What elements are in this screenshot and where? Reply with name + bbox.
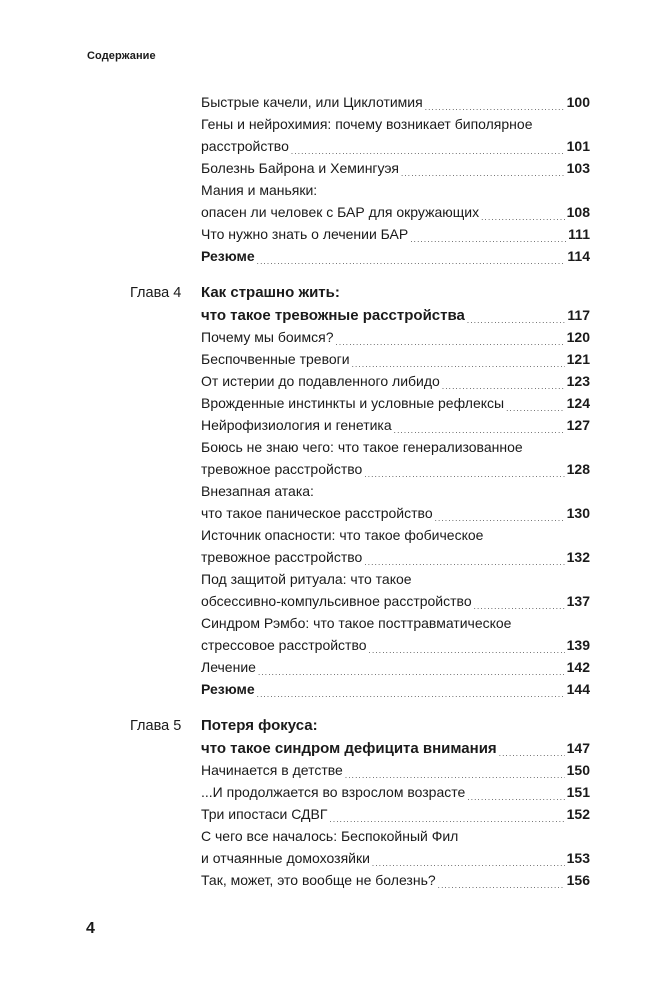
- toc-entry-text: Резюме: [201, 681, 255, 697]
- toc-page-number: 139: [566, 637, 590, 653]
- toc-entry-text: Под защитой ритуала: что такое: [201, 571, 412, 587]
- toc-page-number: 100: [566, 94, 590, 110]
- toc-entry: [201, 436, 590, 458]
- toc-page-number: 117: [567, 307, 590, 323]
- toc-entry-text: Лечение: [201, 659, 256, 675]
- toc-page-number: 128: [566, 461, 590, 477]
- dot-leader: [364, 468, 564, 480]
- toc-entry-text: Что нужно знать о лечении БАР: [201, 226, 409, 242]
- dot-leader: [506, 402, 565, 414]
- dot-leader: [372, 857, 565, 869]
- toc-entry: [201, 825, 590, 847]
- toc-entry: [201, 524, 590, 546]
- dot-leader: [394, 424, 565, 436]
- toc-entry: [201, 480, 590, 502]
- toc-entry-text: стрессовое расстройство: [201, 637, 367, 653]
- toc-entry-text: С чего все началось: Беспокойный Фил: [201, 828, 459, 844]
- toc-entry: [201, 91, 590, 113]
- toc-entry: [201, 245, 590, 267]
- toc-page-number: 132: [566, 549, 590, 565]
- dot-leader: [369, 644, 565, 656]
- toc-entry-text: обсессивно-компульсивное расстройство: [201, 593, 472, 609]
- toc-entry: [201, 590, 590, 612]
- toc-entry: [201, 869, 590, 891]
- dot-leader: [345, 769, 565, 781]
- toc-entry-text: расстройство: [201, 138, 289, 154]
- toc-page-number: 147: [566, 740, 590, 756]
- toc-entry-text: и отчаянные домохозяйки: [201, 850, 370, 866]
- toc-entry-text: тревожное расстройство: [201, 461, 363, 477]
- dot-leader: [425, 101, 565, 113]
- toc-page-number: 108: [566, 204, 590, 220]
- toc-page-number: 156: [566, 872, 590, 888]
- toc-entry: [201, 370, 590, 392]
- dot-leader: [291, 145, 565, 157]
- toc-page-number: 111: [568, 226, 590, 242]
- toc-page-number: 127: [566, 417, 590, 433]
- toc-page-number: 124: [566, 395, 590, 411]
- toc-chapter: [130, 715, 590, 891]
- toc-entry-text: Начинается в детстве: [201, 762, 343, 778]
- toc-page-number: 121: [566, 351, 590, 367]
- toc-entry-text: опасен ли человек с БАР для окружающих: [201, 204, 480, 220]
- toc-entry: [201, 326, 590, 348]
- toc-entry-text: Синдром Рэмбо: что такое посттравматическое: [201, 615, 512, 631]
- chapter-label: Глава 4: [130, 285, 182, 301]
- dot-leader: [481, 211, 565, 223]
- dot-leader: [438, 879, 565, 891]
- toc-entry: [201, 348, 590, 370]
- dot-leader: [467, 314, 566, 326]
- toc-entry-text: Три ипостаси СДВГ: [201, 806, 328, 822]
- toc-page-number: 137: [566, 593, 590, 609]
- toc-page-number: 123: [566, 373, 590, 389]
- toc-entry: [201, 803, 590, 825]
- toc-entry-text: Болезнь Байрона и Хемингуэя: [201, 160, 399, 176]
- dot-leader: [258, 666, 565, 678]
- toc-entry-text: Потеря фокуса:: [201, 717, 318, 734]
- toc-entry: [201, 113, 590, 135]
- dot-leader: [467, 791, 564, 803]
- toc-entry: [201, 568, 590, 590]
- toc-entry: [201, 458, 590, 480]
- toc-entry-text: Так, может, это вообще не болезнь?: [201, 872, 436, 888]
- dot-leader: [329, 813, 564, 825]
- toc-entry: [201, 656, 590, 678]
- running-head: Содержание: [87, 50, 156, 62]
- dot-leader: [499, 747, 565, 759]
- toc-page-number: 114: [567, 248, 590, 264]
- toc-entry-text: Источник опасности: что такое фобическое: [201, 527, 484, 543]
- page-number: 4: [86, 920, 95, 937]
- chapter-title-line: [201, 737, 590, 759]
- toc-entry-text: Почему мы боимся?: [201, 329, 334, 345]
- dot-leader: [410, 233, 566, 245]
- toc-chapter: [130, 91, 590, 267]
- chapter-label: Глава 5: [130, 718, 182, 734]
- toc-entry-text: Резюме: [201, 248, 255, 264]
- toc-entry: [201, 781, 590, 803]
- toc-entry-text: Мания и маньяки:: [201, 182, 318, 198]
- toc-entry: [201, 157, 590, 179]
- toc-entry-text: что такое синдром дефицита внимания: [201, 740, 497, 757]
- dot-leader: [435, 512, 565, 524]
- toc-page-number: 142: [566, 659, 590, 675]
- toc-entry: [201, 201, 590, 223]
- dot-leader: [257, 255, 566, 267]
- table-of-contents: [130, 91, 590, 891]
- toc-entry: [201, 546, 590, 568]
- chapter-title-line: [201, 715, 590, 737]
- dot-leader: [257, 688, 565, 700]
- dot-leader: [352, 358, 565, 370]
- toc-entry: [201, 612, 590, 634]
- toc-page-number: 130: [566, 505, 590, 521]
- toc-chapter: [130, 282, 590, 700]
- toc-entry-text: Гены и нейрохимия: почему возникает биполярное: [201, 116, 533, 132]
- toc-entry-text: Беспочвенные тревоги: [201, 351, 350, 367]
- toc-entry: [201, 759, 590, 781]
- toc-entry: [201, 392, 590, 414]
- toc-page-number: 153: [566, 850, 590, 866]
- toc-entry-text: тревожное расстройство: [201, 549, 363, 565]
- toc-entry-text: что такое тревожные расстройства: [201, 307, 465, 324]
- toc-entry-text: ...И продолжается во взрослом возрасте: [201, 784, 466, 800]
- toc-entry: [201, 179, 590, 201]
- dot-leader: [474, 600, 565, 612]
- toc-page-number: 103: [566, 160, 590, 176]
- toc-entry-text: Внезапная атака:: [201, 483, 314, 499]
- dot-leader: [364, 556, 564, 568]
- toc-entry-text: Быстрые качели, или Циклотимия: [201, 94, 423, 110]
- dot-leader: [336, 336, 565, 348]
- toc-entry: [201, 135, 590, 157]
- toc-entry-text: что такое паническое расстройство: [201, 505, 433, 521]
- toc-page-number: 150: [566, 762, 590, 778]
- toc-page-number: 120: [566, 329, 590, 345]
- chapter-title-line: [201, 282, 590, 304]
- toc-entry: [201, 414, 590, 436]
- toc-entry: [201, 678, 590, 700]
- dot-leader: [401, 167, 565, 179]
- toc-page-number: 144: [566, 681, 590, 697]
- toc-entry-text: Как страшно жить:: [201, 284, 340, 301]
- toc-entry: [201, 502, 590, 524]
- toc-entry-text: Боюсь не знаю чего: что такое генерализованное: [201, 439, 523, 455]
- chapter-title-line: [201, 304, 590, 326]
- toc-entry-text: От истерии до подавленного либидо: [201, 373, 440, 389]
- toc-entry: [201, 223, 590, 245]
- toc-page-number: 152: [566, 806, 590, 822]
- dot-leader: [442, 380, 565, 392]
- toc-entry-text: Врожденные инстинкты и условные рефлексы: [201, 395, 505, 411]
- toc-entry: [201, 847, 590, 869]
- toc-entry: [201, 634, 590, 656]
- toc-entry-text: Нейрофизиология и генетика: [201, 417, 392, 433]
- toc-page-number: 101: [566, 138, 590, 154]
- toc-page-number: 151: [566, 784, 590, 800]
